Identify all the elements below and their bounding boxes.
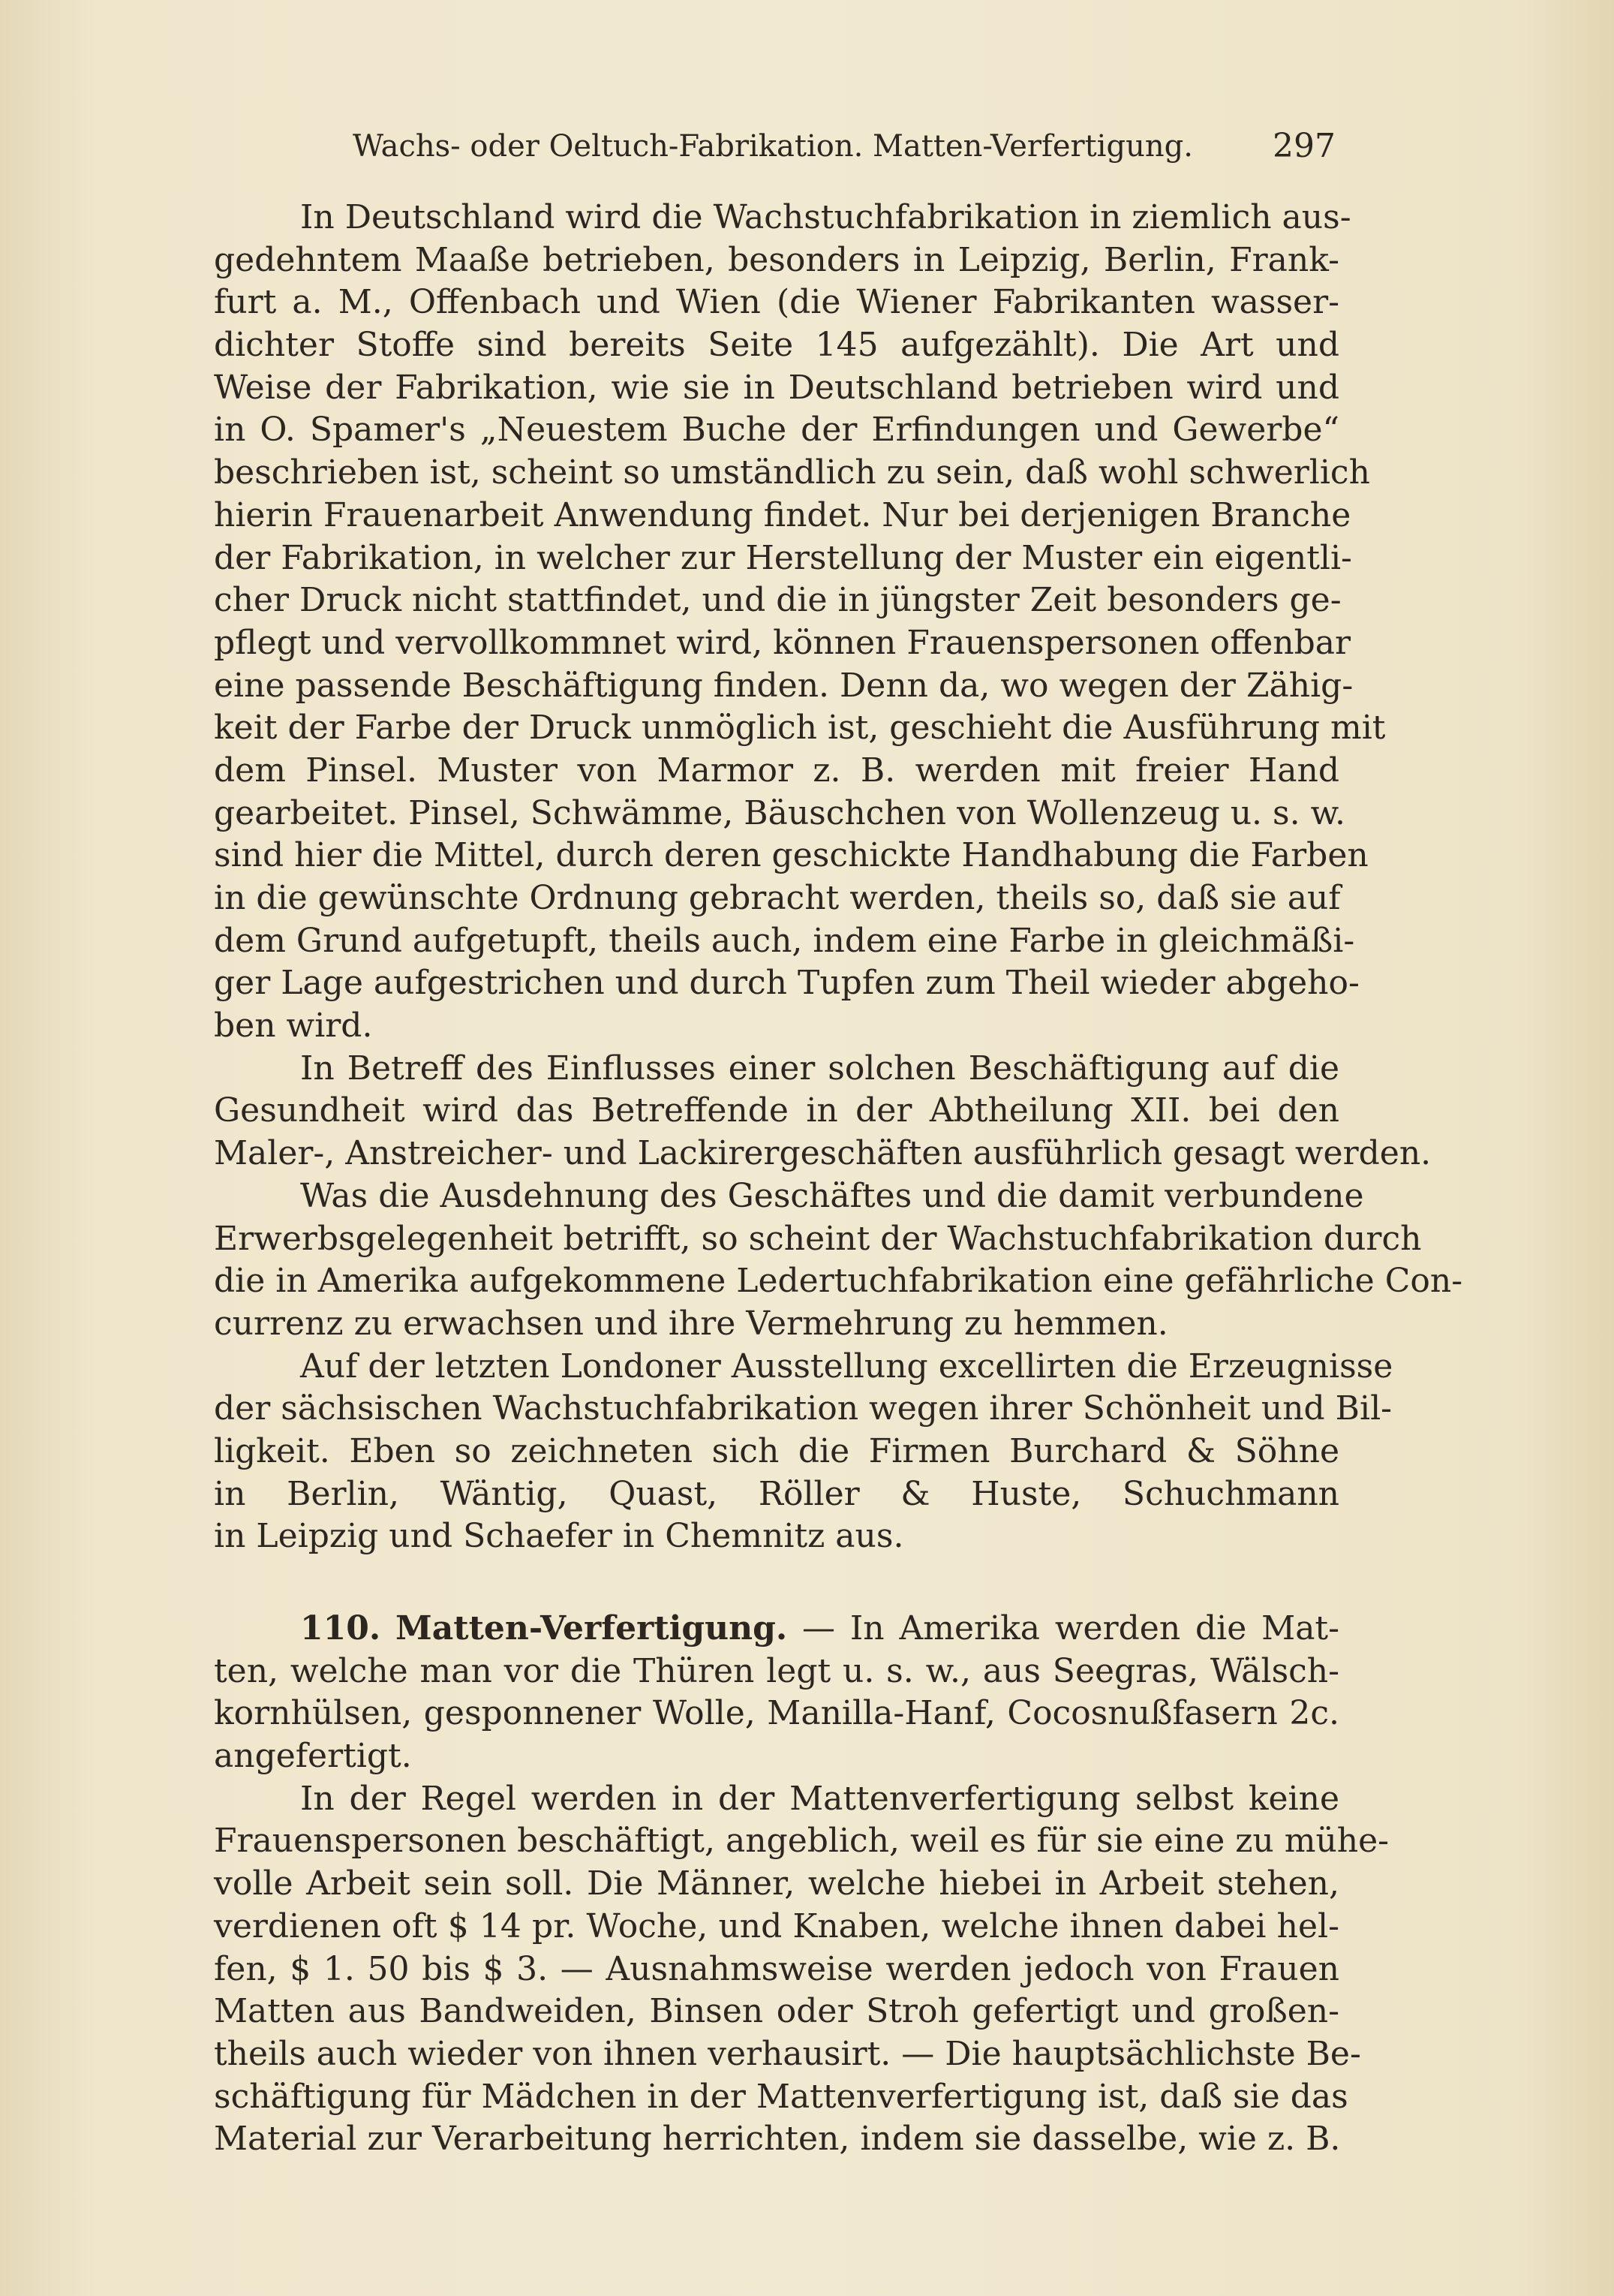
text-line: theils auch wieder von ihnen verhausirt. — Die hauptsächlichste Be- — [214, 2034, 1361, 2073]
text-line: Was die Ausdehnung des Geschäftes und die damit verbundene — [300, 1176, 1364, 1215]
text-line: der sächsischen Wachstuchfabrikation wegen ihrer Schönheit und Bil- — [214, 1389, 1393, 1428]
text-line: furt a. M., Offenbach und Wien (die Wiener Fabrikanten wasser- — [214, 283, 1339, 322]
text-line: pflegt und vervollkommnet wird, können Frauenspersonen offenbar — [214, 623, 1351, 662]
running-title: Wachs- oder Oeltuch-Fabrikation. Matten-Verfertigung. — [353, 129, 1193, 164]
text-line: verdienen oft $ 14 pr. Woche, und Knaben, welche ihnen dabei hel- — [214, 1906, 1339, 1945]
text-line: die in Amerika aufgekommene Ledertuchfabrikation eine gefährliche Con- — [214, 1262, 1463, 1301]
text-line: Matten aus Bandweiden, Binsen oder Stroh gefertigt und großen- — [214, 1992, 1339, 2031]
text-line: In der Regel werden in der Mattenverfertigung selbst keine — [300, 1779, 1339, 1818]
text-line: angefertigt. — [214, 1737, 412, 1776]
text-line: Erwerbsgelegenheit betrifft, so scheint der Wachstuchfabrikation durch — [214, 1219, 1422, 1258]
text-line: ligkeit. Eben so zeichneten sich die Firmen Burchard & Söhne — [214, 1431, 1339, 1470]
body-text — [214, 197, 1463, 2161]
text-line: ten, welche man vor die Thüren legt u. s. w., aus Seegras, Wälsch- — [214, 1651, 1339, 1690]
text-line: beschrieben ist, scheint so umständlich zu sein, daß wohl schwerlich — [214, 453, 1370, 492]
section-number: 110. — [300, 1609, 381, 1648]
text-line: keit der Farbe der Druck unmöglich ist, geschieht die Ausführung mit — [214, 709, 1386, 748]
text-line: Maler-, Anstreicher- und Lackirergeschäften ausführlich gesagt werden. — [214, 1134, 1432, 1173]
text-line: in die gewünschte Ordnung gebracht werden, theils so, daß sie auf — [214, 879, 1341, 917]
text-line: ben wird. — [214, 1007, 373, 1046]
text-line: volle Arbeit sein soll. Die Männer, welche hiebei in Arbeit stehen, — [214, 1864, 1339, 1903]
text-line: in Berlin, Wäntig, Quast, Röller & Huste, Schuchmann — [214, 1474, 1339, 1513]
text-line: gedehntem Maaße betrieben, besonders in Leipzig, Berlin, Frank- — [214, 240, 1339, 279]
section-first-line-text: — In Amerika werden die Mat- — [802, 1609, 1339, 1648]
text-line: sind hier die Mittel, durch deren geschickte Handhabung die Farben — [214, 836, 1369, 875]
text-line: Auf der letzten Londoner Ausstellung excellirten die Erzeugnisse — [300, 1347, 1393, 1386]
text-line: fen, $ 1. 50 bis $ 3. — Ausnahmsweise werden jedoch von Frauen — [214, 1949, 1339, 1988]
text-line: eine passende Beschäftigung finden. Denn da, wo wegen der Zähig- — [214, 666, 1354, 705]
text-line: hierin Frauenarbeit Anwendung findet. Nur bei derjenigen Branche — [214, 495, 1351, 534]
section-gap — [214, 1558, 1339, 1608]
text-line: dichter Stoffe sind bereits Seite 145 aufgezählt). Die Art und — [214, 326, 1339, 365]
page-number: 297 — [1273, 127, 1336, 165]
text-line: cher Druck nicht stattfindet, und die in jüngster Zeit besonders ge- — [214, 581, 1342, 620]
text-line: in O. Spamer's „Neuestem Buche der Erfindungen und Gewerbe“ — [214, 411, 1339, 450]
text-line: kornhülsen, gesponnener Wolle, Manilla-Hanf, Cocosnußfasern 2c. — [214, 1694, 1339, 1733]
text-line: currenz zu erwachsen und ihre Vermehrung zu hemmen. — [214, 1304, 1168, 1343]
text-line: Gesundheit wird das Betreffende in der Abtheilung XII. bei den — [214, 1091, 1339, 1130]
text-line: der Fabrikation, in welcher zur Herstellung der Muster ein eigentli- — [214, 538, 1352, 577]
text-line: schäftigung für Mädchen in der Mattenverfertigung ist, daß sie das — [214, 2077, 1348, 2116]
text-line: Material zur Verarbeitung herrichten, indem sie dasselbe, wie z. B. — [214, 2120, 1341, 2159]
running-head — [353, 120, 1336, 173]
text-line: Frauenspersonen beschäftigt, angeblich, weil es für sie eine zu mühe- — [214, 1822, 1390, 1861]
section-heading-line — [214, 1608, 1339, 1651]
text-line: in Leipzig und Schaefer in Chemnitz aus. — [214, 1517, 904, 1556]
text-line: dem Grund aufgetupft, theils auch, indem eine Farbe in gleichmäßi- — [214, 921, 1355, 960]
text-line: ger Lage aufgestrichen und durch Tupfen zum Theil wieder abgeho- — [214, 964, 1360, 1003]
text-line: gearbeitet. Pinsel, Schwämme, Bäuschchen von Wollenzeug u. s. w. — [214, 793, 1346, 832]
section-title: Matten-Verfertigung. — [395, 1609, 788, 1648]
text-line: In Betreff des Einflusses einer solchen Beschäftigung auf die — [300, 1049, 1339, 1088]
text-line: In Deutschland wird die Wachstuchfabrikation in ziemlich aus- — [300, 198, 1351, 236]
text-line: dem Pinsel. Muster von Marmor z. B. werden mit freier Hand — [214, 751, 1339, 790]
text-line: Weise der Fabrikation, wie sie in Deutschland betrieben wird und — [214, 368, 1339, 407]
